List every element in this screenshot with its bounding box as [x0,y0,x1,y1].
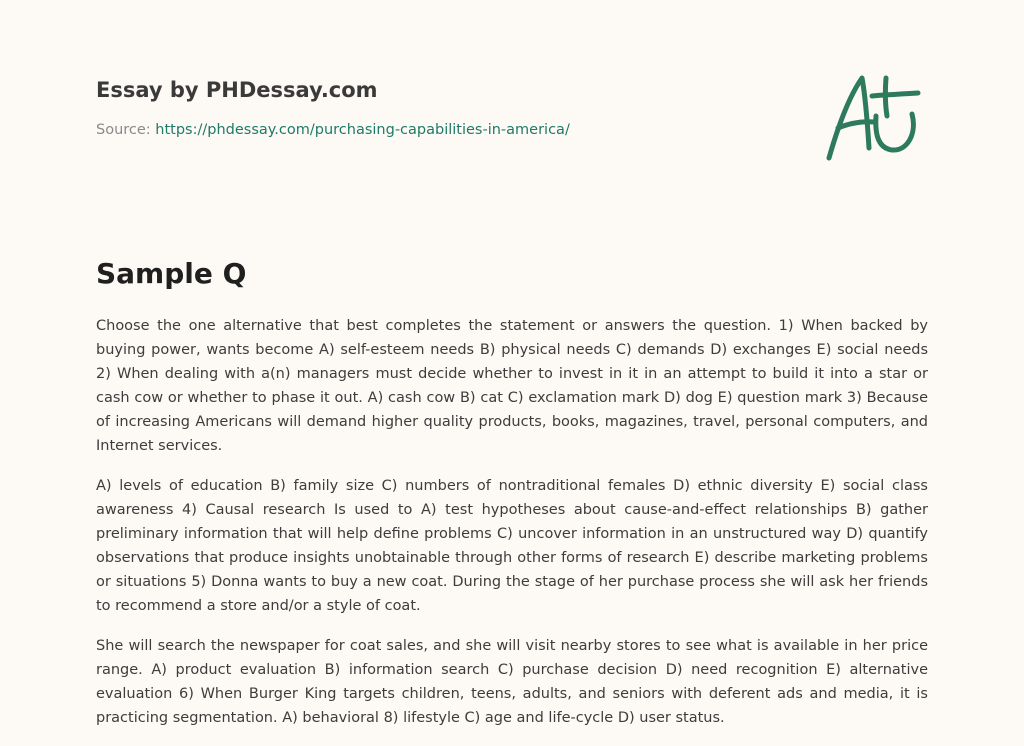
essay-body [96,314,928,746]
source-line [96,120,796,140]
source-label: Source: [96,122,151,138]
essay-title: Sample Q [96,257,247,290]
a-plus-grade-logo-icon [822,68,926,164]
essay-paragraph: She will search the newspaper for coat sales, and she will visit nearby stores to see what is available in her price range. A) product evaluation B) information search C) purchase decision D) need recognition E) alternative evaluation 6) When Burger King targets children, teens, adults, and seniors with deferent ads and media, it is practicing segmentation. A) behavioral 8) lifestyle C) age and life-cycle D) user status. [96,638,928,726]
essay-paragraph: Choose the one alternative that best completes the statement or answers the question. 1) When backed by buying power, wants become A) self-esteem needs B) physical needs C) demands D) exchanges E) social needs 2) When dealing with a(n) managers must decide whether to invest in it in an attempt to build it into a star or cash cow or whether to phase it out. A) cash cow B) cat C) exclamation mark D) dog E) question mark 3) Because of increasing Americans will demand higher quality products, books, magazines, travel, personal computers, and Internet services. [96,318,928,454]
brand-title: Essay by PHDessay.com [96,78,378,102]
source-link[interactable]: https://phdessay.com/purchasing-capabilities-in-america/ [155,122,570,138]
essay-paragraph: A) levels of education B) family size C) numbers of nontraditional females D) ethnic diversity E) social class awareness 4) Causal research Is used to A) test hypotheses about cause-and-effect relationships B) gather preliminary information that will help define problems C) uncover information in an unstructured way D) quantify observations that produce insights unobtainable through other forms of research E) describe marketing problems or situations 5) Donna wants to buy a new coat. During the stage of her purchase process she will ask her friends to recommend a store and/or a style of coat. [96,478,928,614]
document-header [96,76,796,140]
